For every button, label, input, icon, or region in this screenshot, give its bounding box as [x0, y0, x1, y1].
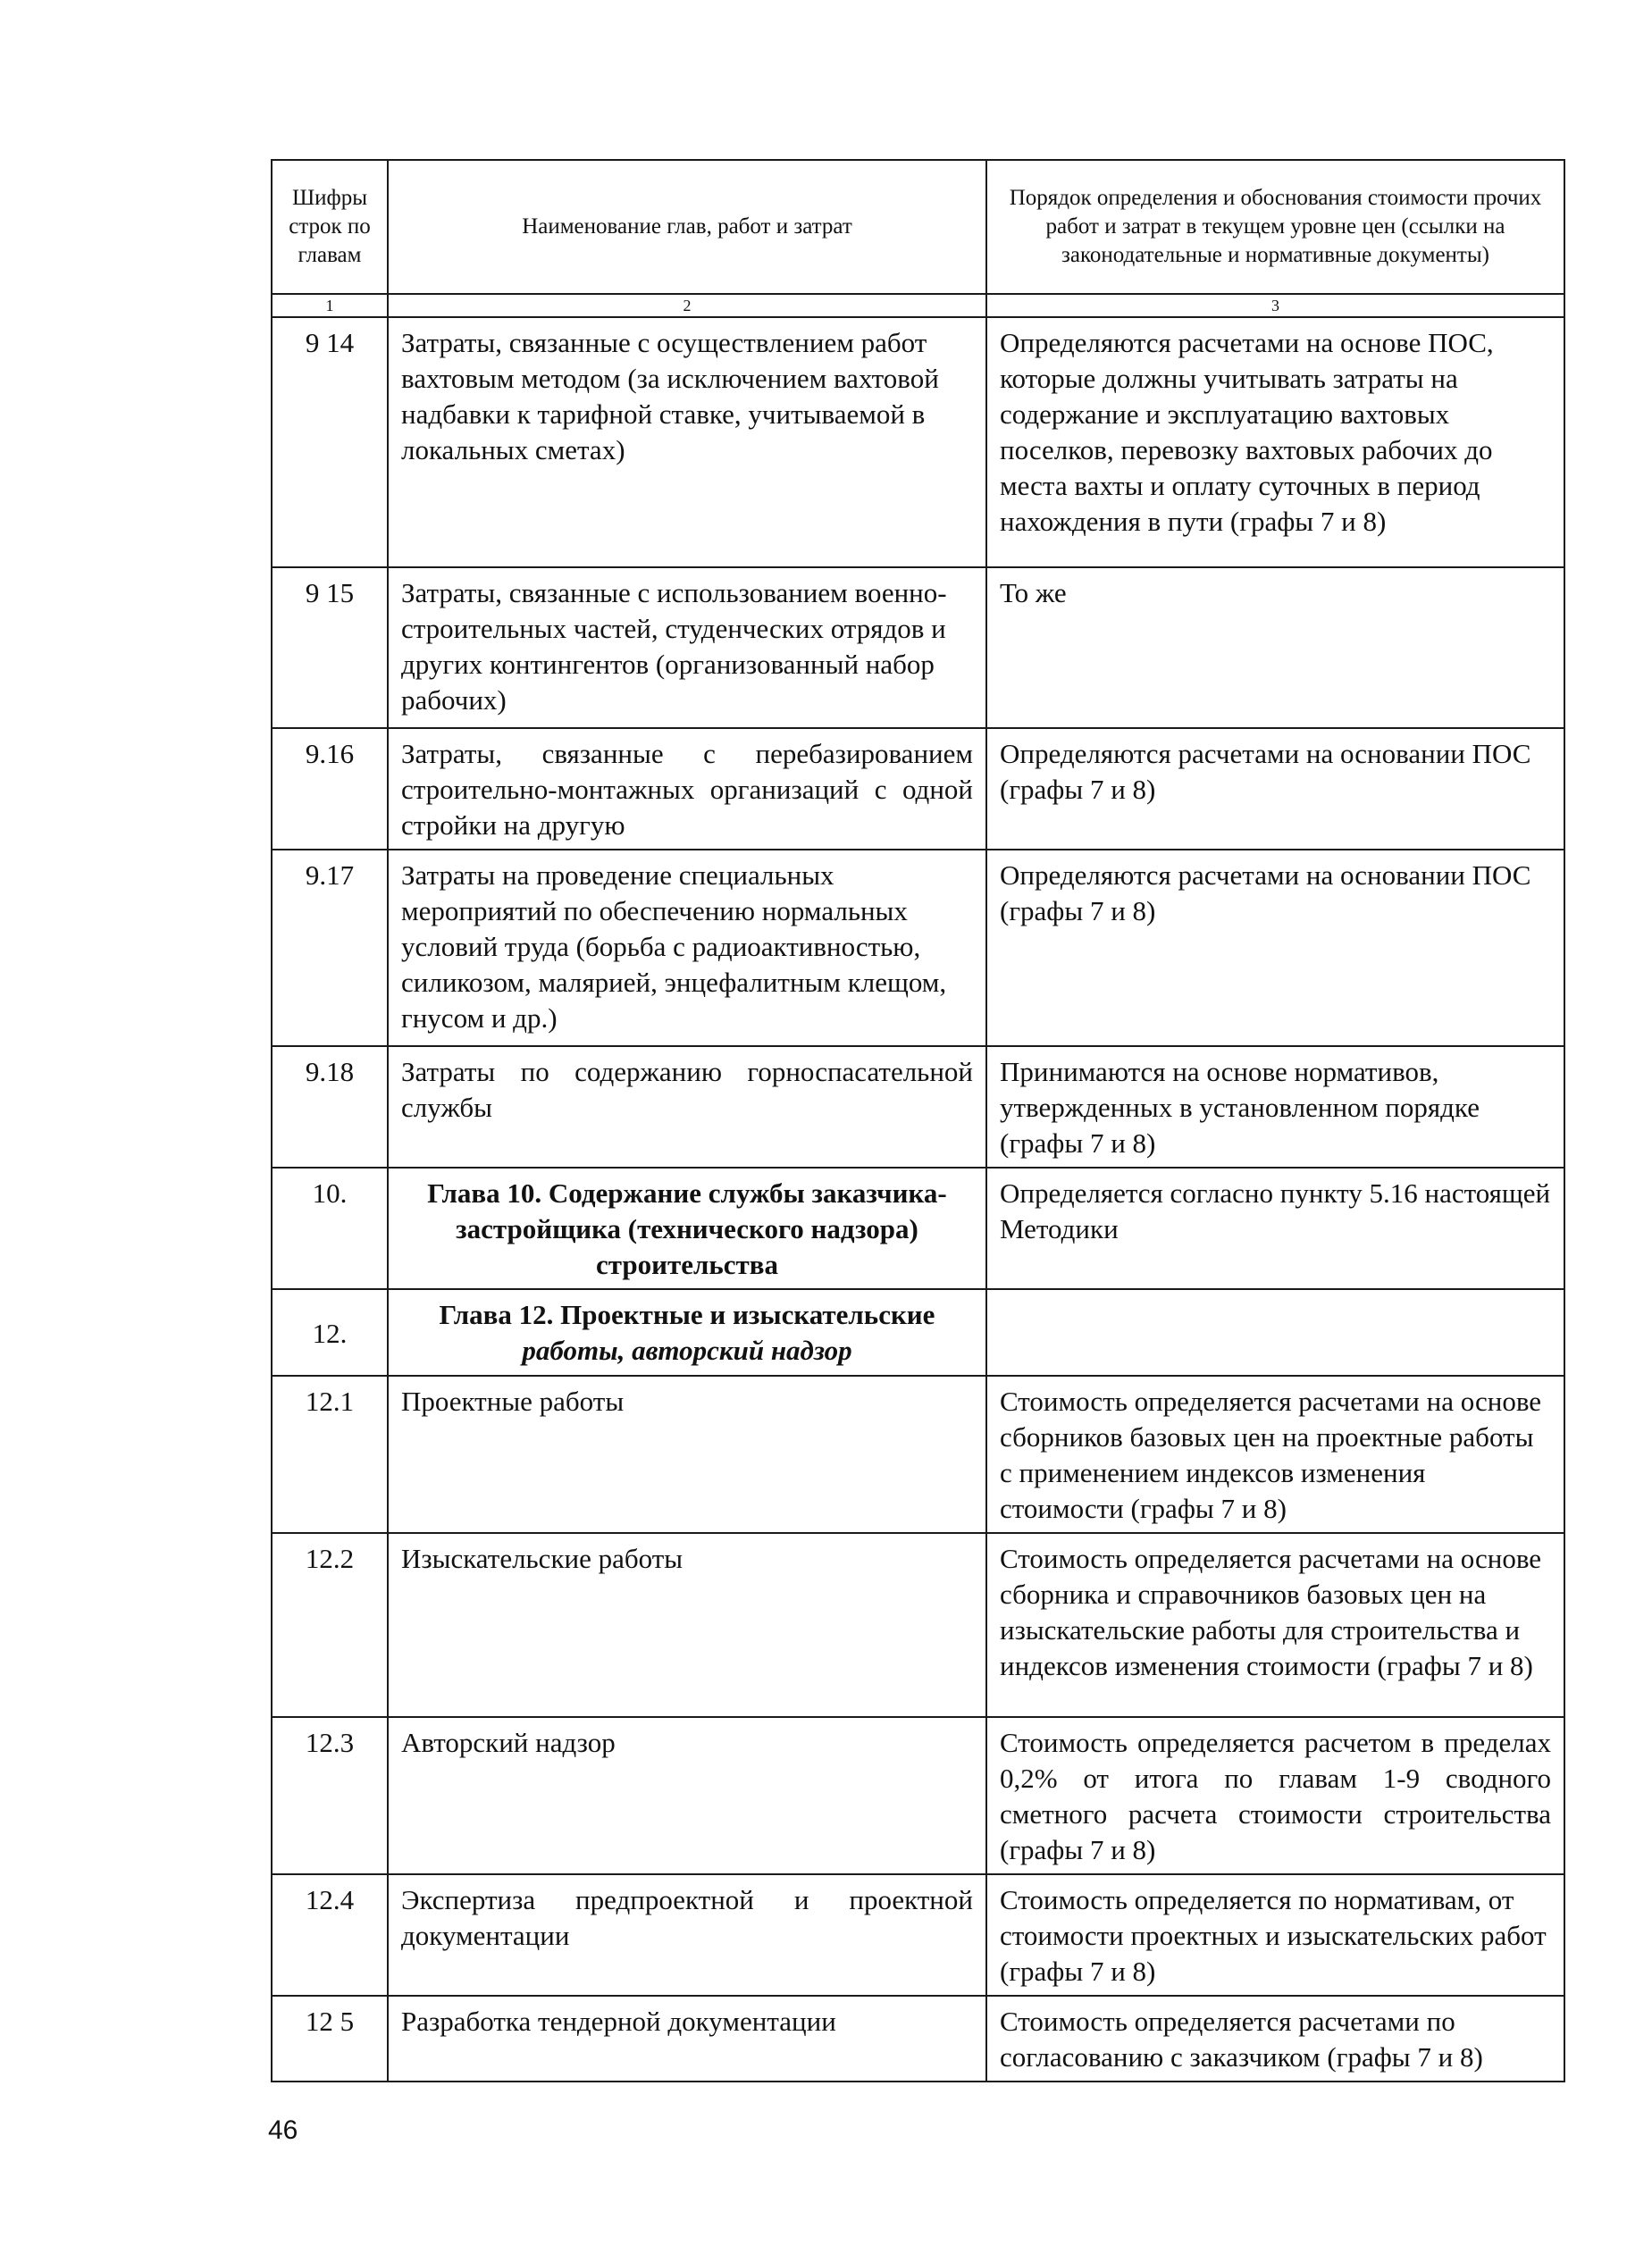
row-code: 12.1	[272, 1376, 388, 1533]
header-codes: Шифры строк по главам	[272, 160, 388, 294]
column-number: 3	[986, 294, 1564, 317]
header-names: Наименование глав, работ и затрат	[388, 160, 986, 294]
header-rules: Порядок определения и обоснования стоимости прочих работ и затрат в текущем уровне цен (ссылки на законодательные и нормативные документы)	[986, 160, 1564, 294]
row-rule: Стоимость определяется расчетами на основе сборника и справочников базовых цен на изыскательские работы для строительства и индексов изменения стоимости (графы 7 и 8)	[986, 1533, 1564, 1717]
chapter-title: Глава 12. Проектные и изыскательские	[439, 1299, 935, 1330]
row-name: Затраты, связанные с перебазированием строительно-монтажных организаций с одной стройки на другую	[388, 728, 986, 850]
table-row	[272, 1376, 1564, 1533]
page-number: 46	[268, 2115, 298, 2145]
cost-table	[271, 159, 1565, 2082]
row-name: Глава 10. Содержание службы заказчика-застройщика (технического надзора) строительства	[388, 1168, 986, 1289]
row-code: 9 14	[272, 317, 388, 567]
table-row	[272, 728, 1564, 850]
chapter-title-italic: работы, авторский надзор	[522, 1335, 852, 1366]
table-row	[272, 317, 1564, 567]
table-row	[272, 850, 1564, 1046]
row-name	[388, 1289, 986, 1376]
column-number: 2	[388, 294, 986, 317]
row-code: 12 5	[272, 1996, 388, 2082]
row-code: 12.3	[272, 1717, 388, 1874]
row-rule: Стоимость определяется расчетом в пределах 0,2% от итога по главам 1-9 сводного сметного расчета стоимости строительства (графы 7 и 8)	[986, 1717, 1564, 1874]
row-code: 9.16	[272, 728, 388, 850]
table-row	[272, 1168, 1564, 1289]
row-name: Затраты, связанные с использованием военно-строительных частей, студенческих отрядов и других контингентов (организованный набор рабочих)	[388, 567, 986, 728]
row-rule: Стоимость определяется расчетами на основе сборников базовых цен на проектные работы с применением индексов изменения стоимости (графы 7 и 8)	[986, 1376, 1564, 1533]
row-rule: Определяются расчетами на основании ПОС (графы 7 и 8)	[986, 850, 1564, 1046]
row-name: Экспертиза предпроектной и проектной документации	[388, 1874, 986, 1996]
row-rule: Принимаются на основе нормативов, утвержденных в установленном порядке (графы 7 и 8)	[986, 1046, 1564, 1168]
table-row	[272, 1046, 1564, 1168]
table-row	[272, 1289, 1564, 1376]
row-rule: Определяется согласно пункту 5.16 настоящей Методики	[986, 1168, 1564, 1289]
table-row	[272, 1533, 1564, 1717]
row-code: 9.18	[272, 1046, 388, 1168]
row-name: Разработка тендерной документации	[388, 1996, 986, 2082]
row-rule: Определяются расчетами на основе ПОС, которые должны учитывать затраты на содержание и эксплуатацию вахтовых поселков, перевозку вахтовых рабочих до места вахты и оплату суточных в период нахождения в пути (графы 7 и 8)	[986, 317, 1564, 567]
table-row	[272, 1874, 1564, 1996]
row-rule: То же	[986, 567, 1564, 728]
table-row	[272, 1717, 1564, 1874]
row-code: 9 15	[272, 567, 388, 728]
row-rule	[986, 1289, 1564, 1376]
row-rule: Определяются расчетами на основании ПОС (графы 7 и 8)	[986, 728, 1564, 850]
row-code: 9.17	[272, 850, 388, 1046]
row-name: Изыскательские работы	[388, 1533, 986, 1717]
row-code: 12.4	[272, 1874, 388, 1996]
row-code: 10.	[272, 1168, 388, 1289]
row-rule: Стоимость определяется по нормативам, от стоимости проектных и изыскательских работ (графы 7 и 8)	[986, 1874, 1564, 1996]
row-name: Авторский надзор	[388, 1717, 986, 1874]
column-number-row	[272, 294, 1564, 317]
table-row	[272, 567, 1564, 728]
row-rule: Стоимость определяется расчетами по согласованию с заказчиком (графы 7 и 8)	[986, 1996, 1564, 2082]
row-name: Затраты по содержанию горноспасательной службы	[388, 1046, 986, 1168]
row-code: 12.2	[272, 1533, 388, 1717]
row-code: 12.	[272, 1289, 388, 1376]
table-header-row	[272, 160, 1564, 294]
row-name: Затраты на проведение специальных мероприятий по обеспечению нормальных условий труда (борьба с радиоактивностью, силикозом, малярией, энцефалитным клещом, гнусом и др.)	[388, 850, 986, 1046]
row-name: Затраты, связанные с осуществлением работ вахтовым методом (за исключением вахтовой надбавки к тарифной ставке, учитываемой в локальных сметах)	[388, 317, 986, 567]
table-row	[272, 1996, 1564, 2082]
row-name: Проектные работы	[388, 1376, 986, 1533]
column-number: 1	[272, 294, 388, 317]
